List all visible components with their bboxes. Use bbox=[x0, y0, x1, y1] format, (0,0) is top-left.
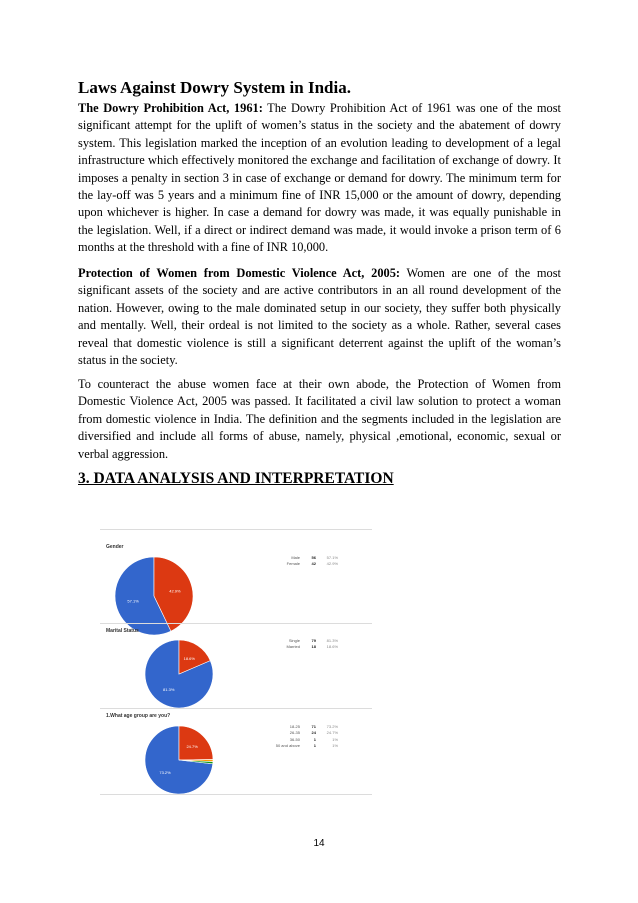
age-legend-row bbox=[262, 723, 338, 730]
gender-legend-row bbox=[262, 554, 338, 561]
page-number: 14 bbox=[313, 838, 325, 849]
domestic-violence-text: Women are one of the most significant assets of the society and are active contributors in an all round development of the nation. However, owing to the male dominated setup in our society, they suffer both physically and mentally. Well, their ordeal is not limited to the society as a whole. Rather, several cases reveal that domestic violence is still a significant deterrent against the uplift of the woman’s status in the society. bbox=[78, 266, 561, 368]
survey-charts-figure bbox=[100, 528, 372, 796]
marital-legend bbox=[262, 637, 338, 650]
age-legend bbox=[262, 723, 338, 749]
age-legend-percent: 24.7% bbox=[326, 730, 338, 736]
marital-legend-row bbox=[262, 637, 338, 644]
marital-legend-percent: 18.6% bbox=[326, 644, 338, 650]
age-pie-chart bbox=[144, 725, 214, 795]
age-legend-category: 18-25 bbox=[289, 723, 300, 729]
age-legend-row bbox=[262, 743, 338, 750]
gender-slice-label-1: 42.9% bbox=[169, 588, 181, 594]
gender-legend-count: 42 bbox=[311, 561, 316, 567]
age-chart-title: 1.What age group are you? bbox=[106, 713, 171, 719]
age-legend-category: 26-35 bbox=[289, 730, 300, 736]
gender-legend-percent: 42.9% bbox=[326, 561, 338, 567]
dowry-prohibition-paragraph bbox=[78, 100, 561, 257]
gender-legend-count: 56 bbox=[311, 554, 316, 560]
age-legend-count: 71 bbox=[311, 723, 316, 729]
age-slice-label-1: 24.7% bbox=[186, 744, 198, 750]
age-legend-percent: 1% bbox=[332, 736, 338, 742]
marital-legend-row bbox=[262, 644, 338, 651]
marital-legend-count: 18 bbox=[311, 644, 316, 650]
gender-legend bbox=[262, 554, 338, 567]
gender-legend-percent: 57.1% bbox=[326, 554, 338, 560]
marital-legend-category: Married bbox=[286, 644, 300, 650]
counteract-paragraph bbox=[78, 376, 561, 463]
marital-legend-category: Single bbox=[288, 637, 300, 643]
marital-legend-percent: 81.3% bbox=[326, 637, 338, 643]
domestic-violence-paragraph bbox=[78, 265, 561, 369]
figure-top-border bbox=[100, 529, 372, 530]
age-legend-count: 1 bbox=[313, 743, 316, 749]
figure-divider-2 bbox=[100, 708, 372, 709]
age-legend-count: 1 bbox=[313, 736, 316, 742]
counteract-text: To counteract the abuse women face at their own abode, the Protection of Women from Domestic Violence Act, 2005 was passed. It facilitated a civil law solution to protect a woman from domestic violence in India. The definition and the segments included in the legislation are diversified and include all forms of abuse, namely, physical ,emotional, economic, sexual or verbal aggression. bbox=[78, 377, 561, 461]
gender-legend-row bbox=[262, 561, 338, 568]
age-legend-category: 36-50 bbox=[289, 736, 300, 742]
dowry-prohibition-lead: The Dowry Prohibition Act, 1961: bbox=[78, 101, 263, 115]
domestic-violence-lead: Protection of Women from Domestic Violence Act, 2005: bbox=[78, 266, 401, 280]
age-legend-count: 24 bbox=[311, 730, 316, 736]
figure-bottom-border bbox=[100, 794, 372, 795]
age-legend-percent: 73.2% bbox=[326, 723, 338, 729]
age-legend-row bbox=[262, 736, 338, 743]
dowry-prohibition-text: The Dowry Prohibition Act of 1961 was one of the most significant attempt for the uplift of women’s status in the society and the abatement of dowry system. This legislation marked the inception of an evolution leading to development of a legal infrastructure which effectively monitored the exchange and facilitation of exchange of dowry. It imposes a penalty in section 3 in case of exchange or demand for dowry. The minimum term for the lay-off was 5 years and a minimum fine of INR 15,000 or the amount of dowry, depending upon whichever is higher. In case a demand for dowry was made, it was equally punishable in the legislation. Well, if a direct or indirect demand was made, it would invoke a prison term of 6 months at the threshold with a fine of INR 10,000. bbox=[78, 101, 561, 255]
gender-chart-title: Gender bbox=[106, 544, 124, 550]
section-title: Laws Against Dowry System in India. bbox=[78, 78, 351, 97]
marital-slice-label-1: 18.6% bbox=[183, 655, 195, 661]
marital-slice-label-0: 81.3% bbox=[163, 687, 175, 693]
marital-legend-count: 79 bbox=[311, 637, 316, 643]
age-legend-percent: 1% bbox=[332, 743, 338, 749]
data-analysis-heading: 3. DATA ANALYSIS AND INTERPRETATION bbox=[78, 470, 394, 487]
figure-divider-1 bbox=[100, 623, 372, 624]
gender-legend-category: Male bbox=[291, 554, 300, 560]
age-legend-row bbox=[262, 730, 338, 737]
gender-slice-label-0: 57.1% bbox=[127, 598, 139, 604]
gender-pie-chart bbox=[114, 556, 194, 636]
marital-pie-chart bbox=[144, 639, 214, 709]
age-legend-category: 50 and above bbox=[275, 743, 300, 749]
age-slice-1 bbox=[179, 726, 213, 760]
age-slice-label-0: 73.2% bbox=[159, 769, 171, 775]
marital-chart-title: Marital Status bbox=[106, 628, 139, 634]
gender-legend-category: Female bbox=[286, 561, 300, 567]
